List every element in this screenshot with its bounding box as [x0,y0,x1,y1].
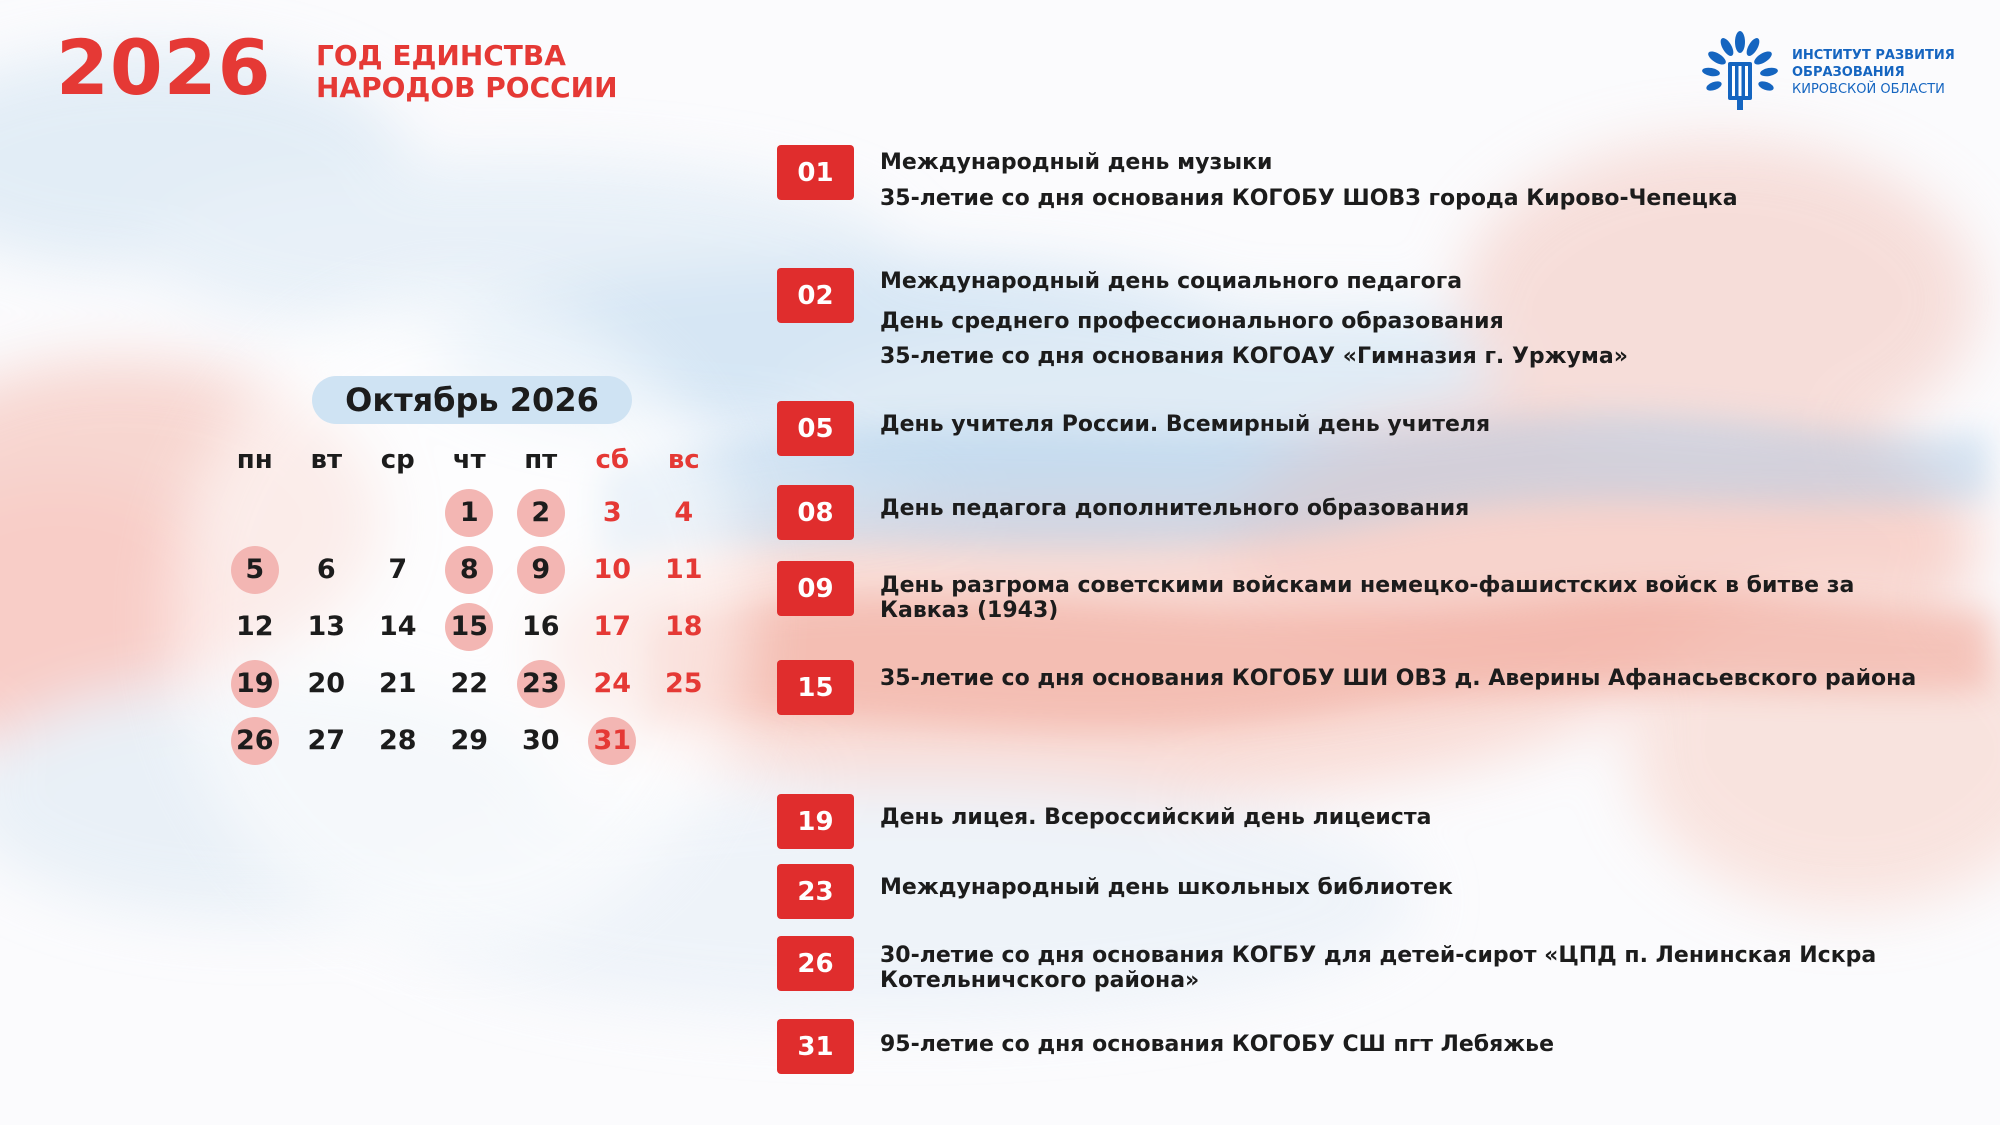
event-description: Международный день школьных библиотек [880,875,1453,900]
calendar-day: 11 [664,554,703,585]
calendar-day-cell [434,541,506,598]
calendar-day: 3 [602,497,622,528]
calendar-day-cell [505,484,577,541]
calendar-day-cell [291,712,363,769]
calendar-day-cell [505,712,577,769]
weekday-label: пн [236,445,273,475]
calendar-day: 28 [378,725,417,756]
calendar-day-cell [291,655,363,712]
calendar-empty-cell [648,712,720,769]
calendar-day-cell [219,541,291,598]
calendar-day-cell [577,484,649,541]
calendar-day: 25 [664,668,703,699]
calendar-week-row [219,541,720,598]
calendar-day-cell [434,655,506,712]
calendar-day-cell [505,541,577,598]
header-slogan-line2: НАРОДОВ РОССИИ [316,71,618,104]
header-slogan-line1: ГОД ЕДИНСТВА [316,39,566,72]
header-slogan [316,40,618,104]
calendar-day-cell [648,541,720,598]
calendar-day-cell [362,541,434,598]
calendar-week-row [219,598,720,655]
event-description: 35-летие со дня основания КОГОБУ ШИ ОВЗ д. Аверины Афанасьевского района [880,666,1917,691]
calendar-day-highlighted: 9 [517,546,565,594]
calendar-day-cell [505,655,577,712]
calendar-day: 12 [235,611,274,642]
calendar-day: 4 [674,497,694,528]
calendar-day: 17 [593,611,632,642]
calendar-day-cell [648,484,720,541]
weekday-header-row [219,436,720,484]
calendar-day-cell [505,598,577,655]
weekday-label: сб [595,445,630,475]
calendar-day: 14 [378,611,417,642]
calendar-day: 18 [664,611,703,642]
event-date-badge: 09 [777,561,854,616]
calendar-day-cell [577,598,649,655]
event-date-badge: 23 [777,864,854,919]
calendar-day-cell [577,712,649,769]
event-date-badge: 01 [777,145,854,200]
institute-logo [1698,30,1955,114]
calendar-empty-cell [362,484,434,541]
event-date-badge: 15 [777,660,854,715]
event-date-badge: 19 [777,794,854,849]
calendar-day: 16 [521,611,560,642]
calendar-day-highlighted: 23 [517,660,565,708]
event-date-badge: 26 [777,936,854,991]
calendar-week-row [219,712,720,769]
weekday-label: вс [667,445,700,475]
calendar-day: 27 [307,725,346,756]
calendar-empty-cell [219,484,291,541]
calendar-day-highlighted: 5 [231,546,279,594]
weekday-label: вт [310,445,343,475]
calendar-day: 6 [316,554,336,585]
calendar-day-highlighted: 1 [445,489,493,537]
calendar-day-cell [648,598,720,655]
calendar-day: 7 [388,554,408,585]
flower-book-icon [1698,30,1782,114]
event-description: День учителя России. Всемирный день учителя [880,412,1491,437]
event-description: 30-летие со дня основания КОГБУ для детей-сирот «ЦПД п. Ленинская Искра Котельничского района» [880,943,1877,993]
event-description: День педагога дополнительного образования [880,496,1470,521]
event-description: Международный день социального педагога [880,269,1463,294]
calendar-day-cell [291,598,363,655]
calendar-day-cell [362,712,434,769]
calendar-day: 24 [593,668,632,699]
calendar-grid [219,436,720,769]
institute-name [1792,47,1955,98]
institute-name-line1: ИНСТИТУТ РАЗВИТИЯ [1792,47,1955,63]
calendar-day: 29 [450,725,489,756]
institute-name-line2: ОБРАЗОВАНИЯ [1792,64,1905,80]
event-date-badge: 02 [777,268,854,323]
calendar-empty-cell [291,484,363,541]
calendar-day-highlighted: 26 [231,717,279,765]
calendar-day-highlighted: 2 [517,489,565,537]
calendar-day-highlighted: 19 [231,660,279,708]
event-date-badge: 08 [777,485,854,540]
calendar-day-cell [219,598,291,655]
calendar-day-cell [291,541,363,598]
event-description: 35-летие со дня основания КОГОБУ ШОВЗ города Кирово-Чепецка [880,186,1738,211]
institute-name-line3: КИРОВСКОЙ ОБЛАСТИ [1792,81,1945,97]
event-description: День лицея. Всероссийский день лицеиста [880,805,1432,830]
calendar-day-cell [219,655,291,712]
calendar-day: 30 [521,725,560,756]
calendar-day-highlighted: 31 [588,717,636,765]
weekday-label: ср [380,445,415,475]
calendar-day-cell [648,655,720,712]
calendar-day: 13 [307,611,346,642]
calendar-week-row [219,655,720,712]
calendar-day-cell [219,712,291,769]
calendar-day: 10 [593,554,632,585]
calendar-week-row [219,484,720,541]
calendar-day: 20 [307,668,346,699]
calendar-day: 21 [378,668,417,699]
event-description: День разгрома советскими войсками немецко-фашистских войск в битве за Кавказ (1943) [880,573,1855,623]
calendar-day-cell [434,598,506,655]
calendar-day-highlighted: 15 [445,603,493,651]
weekday-label: чт [452,445,486,475]
header-year: 2026 [56,23,272,112]
calendar-day-cell [434,484,506,541]
calendar-day-cell [362,655,434,712]
event-description: День среднего профессионального образования [880,309,1504,334]
event-description: 35-летие со дня основания КОГОАУ «Гимназия г. Уржума» [880,344,1628,369]
calendar-day-cell [577,655,649,712]
event-date-badge: 31 [777,1019,854,1074]
calendar-day-cell [362,598,434,655]
calendar-day-highlighted: 8 [445,546,493,594]
calendar-day-cell [434,712,506,769]
event-date-badge: 05 [777,401,854,456]
calendar-day-cell [577,541,649,598]
calendar-day: 22 [450,668,489,699]
weekday-label: пт [524,445,558,475]
event-description: 95-летие со дня основания КОГОБУ СШ пгт Лебяжье [880,1032,1555,1057]
month-title: Октябрь 2026 [312,376,632,424]
event-description: Международный день музыки [880,150,1273,175]
